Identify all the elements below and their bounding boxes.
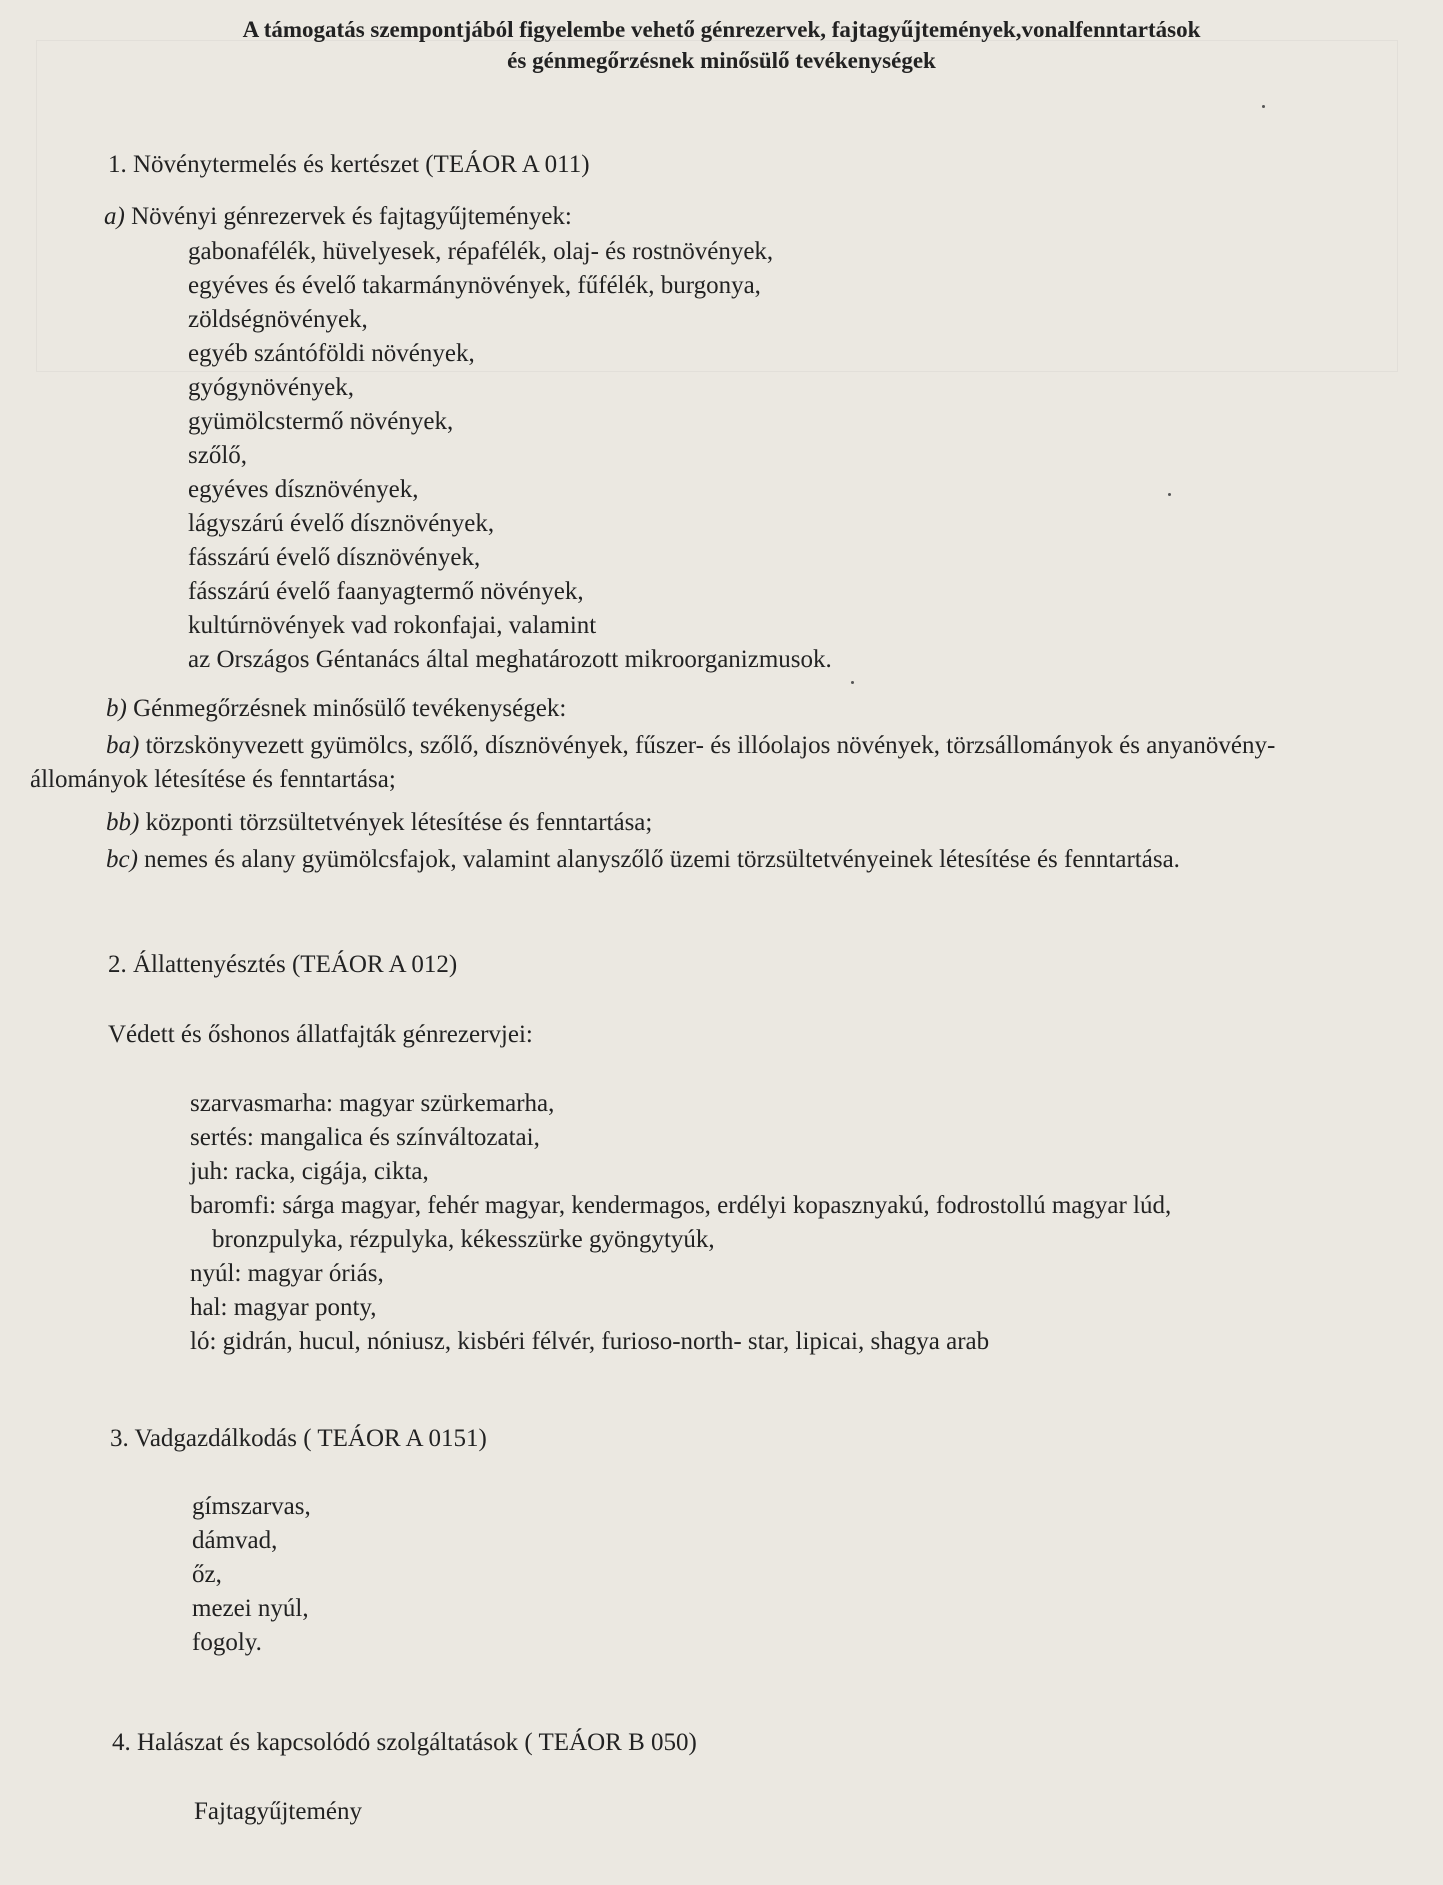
item-bc	[106, 843, 1180, 877]
list-item: nyúl: magyar óriás,	[190, 1260, 384, 1287]
list-item: juh: racka, cigája, cikta,	[190, 1158, 429, 1185]
item-b	[106, 692, 566, 726]
item-bb	[106, 806, 652, 840]
section-1-heading: 1. Növénytermelés és kertészet (TEÁOR A 011)	[108, 151, 590, 178]
list-item: őz,	[192, 1561, 222, 1588]
item-bc-marker: bc)	[106, 846, 138, 873]
list-item: lágyszárú évelő dísznövények,	[188, 510, 495, 537]
list-item: hal: magyar ponty,	[190, 1294, 377, 1321]
list-item: gyümölcstermő növények,	[188, 408, 454, 435]
list-item: fogoly.	[192, 1629, 262, 1656]
list-item: egyéves és évelő takarmánynövények, fűfélék, burgonya,	[188, 272, 761, 299]
list-item: egyéves dísznövények,	[188, 476, 419, 503]
list-item-continuation: bronzpulyka, rézpulyka, kékesszürke gyöngytyúk,	[212, 1226, 715, 1253]
list-item: mezei nyúl,	[192, 1595, 309, 1622]
list-item: az Országos Géntanács által meghatározott mikroorganizmusok.	[188, 646, 832, 673]
section-4-heading: 4. Halászat és kapcsolódó szolgáltatások ( TEÁOR B 050)	[112, 1729, 697, 1756]
list-item: szarvasmarha: magyar szürkemarha,	[190, 1090, 555, 1117]
list-item: fásszárú évelő faanyagtermő növények,	[188, 578, 584, 605]
list-item: szőlő,	[188, 442, 248, 469]
item-a-text: Növényi génrezervek és fajtagyűjtemények:	[131, 203, 572, 230]
list-item: dámvad,	[192, 1527, 278, 1554]
title-line-1: A támogatás szempontjából figyelembe vehető génrezervek, fajtagyűjtemények,vonalfenntartások	[242, 17, 1201, 42]
list-item: gyógynövények,	[188, 374, 354, 401]
item-bc-text: nemes és alany gyümölcsfajok, valamint alanyszőlő üzemi törzsültetvényeinek létesítése és fenntartása.	[144, 846, 1180, 873]
list-item: gímszarvas,	[192, 1493, 311, 1520]
document-title	[0, 14, 1443, 76]
item-bb-marker: bb)	[106, 809, 140, 836]
speck	[1168, 493, 1171, 496]
list-item: kultúrnövények vad rokonfajai, valamint	[188, 612, 597, 639]
item-a	[104, 200, 572, 234]
item-a-marker: a)	[104, 203, 125, 230]
speck	[851, 681, 854, 684]
section-3-heading: 3. Vadgazdálkodás ( TEÁOR A 0151)	[110, 1425, 487, 1452]
item-b-text: Génmegőrzésnek minősülő tevékenységek:	[133, 695, 567, 722]
list-item: Fajtagyűjtemény	[194, 1798, 363, 1825]
item-ba	[106, 729, 1275, 763]
list-item: ló: gidrán, hucul, nóniusz, kisbéri félvér, furioso-north- star, lipicai, shagya arab	[190, 1328, 990, 1355]
item-b-marker: b)	[106, 695, 127, 722]
list-item: gabonafélék, hüvelyesek, répafélék, olaj- és rostnövények,	[188, 238, 774, 265]
item-ba-marker: ba)	[106, 732, 140, 759]
list-item: zöldségnövények,	[188, 306, 368, 333]
item-ba-continuation: állományok létesítése és fenntartása;	[30, 766, 396, 793]
list-item: sertés: mangalica és színváltozatai,	[190, 1124, 540, 1151]
list-item: baromfi: sárga magyar, fehér magyar, kendermagos, erdélyi kopasznyakú, fodrostollú magyar lúd,	[190, 1192, 1172, 1219]
speck	[1262, 105, 1265, 108]
section-2-intro: Védett és őshonos állatfajták génrezervjei:	[108, 1021, 533, 1048]
list-item: egyéb szántóföldi növények,	[188, 340, 475, 367]
item-bb-text: központi törzsültetvények létesítése és fenntartása;	[145, 809, 653, 836]
list-item: fásszárú évelő dísznövények,	[188, 544, 481, 571]
item-ba-text: törzskönyvezett gyümölcs, szőlő, dísznövények, fűszer- és illóolajos növények, törzsállományok és anyanövény-	[145, 732, 1276, 759]
section-2-heading: 2. Állattenyésztés (TEÁOR A 012)	[108, 951, 458, 978]
title-line-2: és génmegőrzésnek minősülő tevékenységek	[507, 48, 936, 73]
